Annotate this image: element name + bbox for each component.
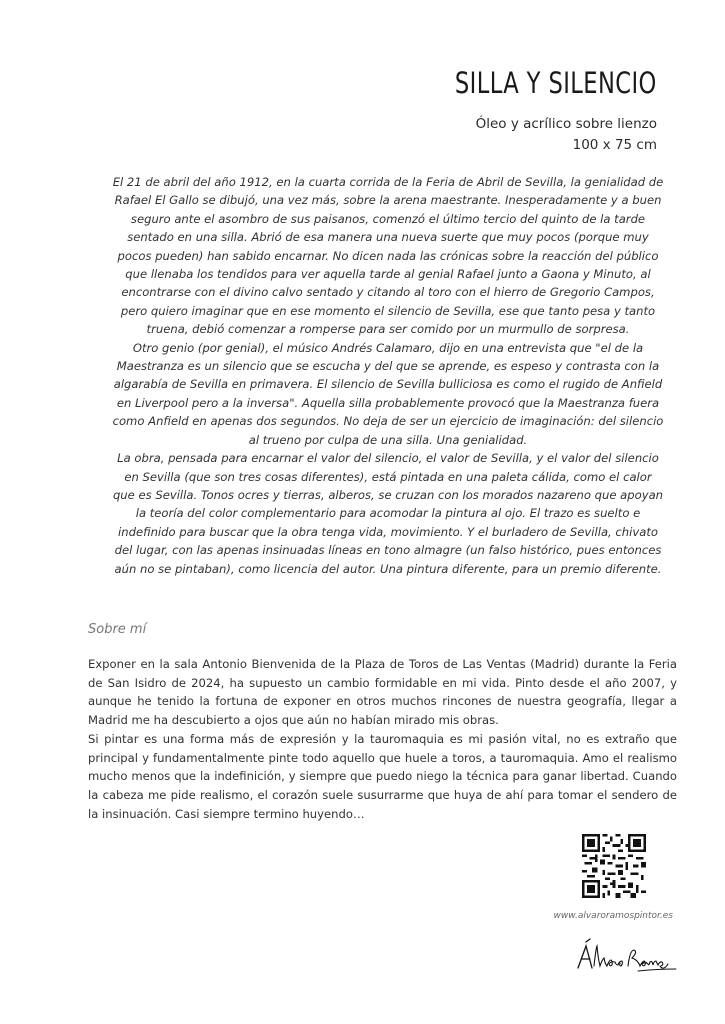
dimensions-label: 100 x 75 cm bbox=[572, 137, 657, 153]
qr-code[interactable] bbox=[582, 834, 646, 898]
essay-paragraph: El 21 de abril del año 1912, en la cuarta corrida de la Feria de Abril de Sevilla, la genialidad de Rafael El Gallo se dibujó, una vez más, sobre la arena maestrante. Inesperadamente y a buen seguro ante el asombro de sus paisanos, comenzó el último tercio del quinto de la tarde sentado en una silla. Abrió de esa manera una nueva suerte que muy pocos (porque muy pocos pueden) han sabido encarnar. No dicen nada las crónicas sobre la reacción del público que llenaba los tendidos para ver aquella tarde al genial Rafael junto a Gaona y Minuto, al encontrarse con el divino calvo sentado y citando al toro con el hierro de Gregorio Campos, pero quiero imaginar que en ese momento el silencio de Sevilla, ese que tanto pesa y tanto truena, debió comenzar a romperse para ser comido por un murmullo de sorpresa. bbox=[112, 175, 664, 337]
website-link[interactable]: www.alvaroramospintor.es bbox=[553, 911, 673, 921]
about-section bbox=[88, 655, 677, 823]
artwork-description bbox=[112, 173, 664, 578]
essay-paragraph: Otro genio (por genial), el músico Andrés Calamaro, dijo en una entrevista que "el de la Maestranza es un silencio que se escucha y del que se aprende, es espeso y contrasta con la algarabía de Sevilla en primavera. El silencio de Sevilla bulliciosa es como el rugido de Anfield en Liverpool pero a la inversa". Aquella silla probablemente provocó que la Maestranza fuera como Anfield en apenas dos segundos. No deja de ser un ejercicio de imaginación: del silencio al trueno por culpa de una silla. Una genialidad. bbox=[112, 340, 664, 447]
about-paragraph: Si pintar es una forma más de expresión y la tauromaquia es mi pasión vital, no es extraño que principal y fundamentalmente pinte todo aquello que huele a toros, a tauromaquia. Amo el realismo mucho menos que la indefinición, y siempre que puedo niego la técnica para ganar libertad. Cuando la cabeza me pide realismo, el corazón suele susurrarme que huya de ahí para tomar el sendero de la insinuación. Casi siempre termino huyendo… bbox=[88, 731, 677, 821]
page-title: SILLA Y SILENCIO bbox=[455, 66, 657, 100]
essay-paragraph: La obra, pensada para encarnar el valor del silencio, el valor de Sevilla, y el valor del silencio en Sevilla (que son tres cosas diferentes), está pintada en una paleta cálida, como el calor que es Sevilla. Tonos ocres y tierras, alberos, se cruzan con los morados nazareno que apoyan la teoría del color complementario para acomodar la pintura al ojo. El trazo es suelto e indefinido para buscar que la obra tenga vida, movimiento. Y el burladero de Sevilla, chivato del lugar, con las apenas insinuadas líneas en tono almagre (un falso histórico, pues entonces aún no se pintaban), como licencia del autor. Una pintura diferente, para un premio diferente. bbox=[112, 451, 664, 576]
signature bbox=[572, 938, 682, 976]
about-heading: Sobre mí bbox=[88, 622, 147, 637]
technique-label: Óleo y acrílico sobre lienzo bbox=[475, 116, 657, 132]
about-paragraph: Exponer en la sala Antonio Bienvenida de la Plaza de Toros de Las Ventas (Madrid) durante la Feria de San Isidro de 2024, ha supuesto un cambio formidable en mi vida. Pinto desde el año 2007, y aunque he tenido la fortuna de exponer en otros muchos rincones de nuestra geografía, llegar a Madrid me ha descubierto a ojos que aún no habían mirado mis obras. bbox=[88, 657, 677, 728]
